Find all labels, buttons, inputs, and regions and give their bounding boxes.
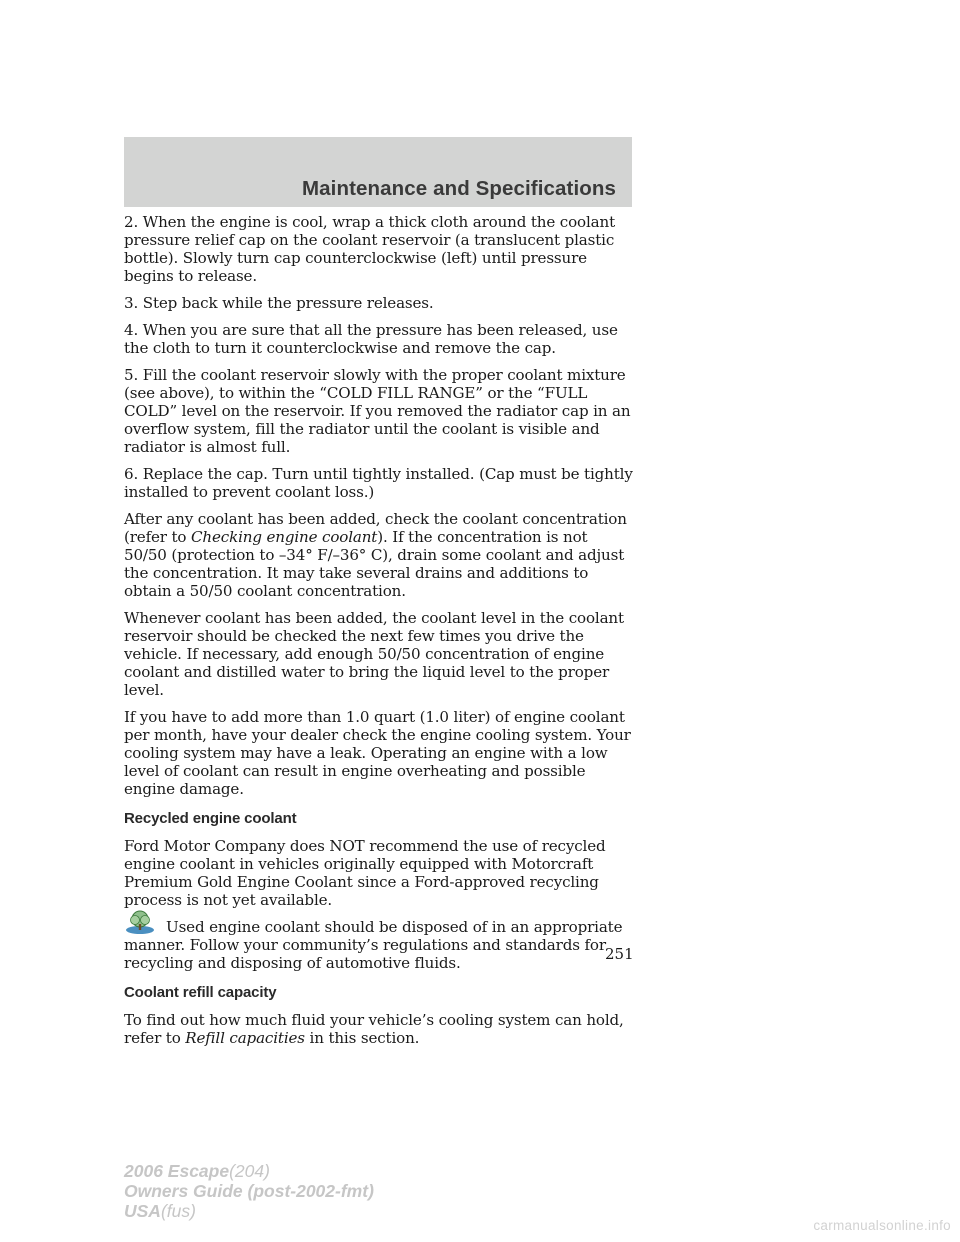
environment-notice — [124, 918, 634, 972]
page-number: 251 — [605, 945, 634, 963]
leak-warning-paragraph: If you have to add more than 1.0 quart (1.0 liter) of engine coolant per month, have your dealer check the engine cooling system. Your cooling system may have a leak. Operating an engine with a low level of coolant can result in engine overheating and possible engine damage. — [124, 708, 631, 798]
recycled-coolant-body: Ford Motor Company does NOT recommend the use of recycled engine coolant in vehicles originally equipped with Motorcraft Premium Gold Engine Coolant since a Ford-approved recycling process is not yet available. — [124, 837, 606, 909]
footer-line-3 — [124, 1201, 374, 1221]
refill-capacity-heading: Coolant refill capacity — [124, 984, 277, 1001]
watermark: carmanualsonline.info — [813, 1218, 951, 1233]
tree-icon — [124, 909, 156, 935]
refill-capacity-text-b: in this section. — [309, 1029, 420, 1047]
page-content — [124, 213, 634, 1056]
step-2-paragraph: 2. When the engine is cool, wrap a thick cloth around the coolant pressure relief cap on the coolant reservoir (a translucent plastic bottle). Slowly turn cap counterclockwise (left) until pressure begins to release. — [124, 213, 615, 285]
section-title: Maintenance and Specifications — [302, 177, 616, 200]
footer-model: 2006 Escape — [124, 1161, 230, 1181]
recycled-coolant-heading: Recycled engine coolant — [124, 810, 297, 827]
step-4-paragraph: 4. When you are sure that all the pressure has been released, use the cloth to turn it counterclockwise and remove the cap. — [124, 321, 618, 357]
concentration-text-b: ). If the concentration is not 50/50 (protection to –34° F/–36° C), drain some coolant and adjust the concentration. It may take several drains and additions to obtain a 50/50 coolant concentration. — [124, 528, 625, 600]
coolant-check-paragraph: Whenever coolant has been added, the coolant level in the coolant reservoir should be checked the next few times you drive the vehicle. If necessary, add enough 50/50 concentration of engine coolant and distilled water to bring the liquid level to the proper level. — [124, 609, 624, 699]
footer-market-code: (fus) — [160, 1201, 196, 1221]
environment-notice-text: Used engine coolant should be disposed of in an appropriate manner. Follow your community’s regulations and standards for recycling and disposing of automotive fluids. — [124, 918, 623, 972]
header-band — [124, 137, 632, 207]
step-5-paragraph: 5. Fill the coolant reservoir slowly with the proper coolant mixture (see above), to within the “COLD FILL RANGE” or the “FULL COLD” level on the reservoir. If you removed the radiator cap in an overflow system, fill the radiator until the coolant is visible and radiator is almost full. — [124, 366, 631, 456]
refill-capacities-reference: Refill capacities — [185, 1029, 305, 1047]
refill-capacity-body — [124, 1011, 634, 1047]
footer-line-1 — [124, 1161, 374, 1181]
footer-line-2: Owners Guide (post-2002-fmt) — [124, 1181, 374, 1201]
step-3-paragraph: 3. Step back while the pressure releases. — [124, 294, 434, 312]
footer-model-code: (204) — [229, 1161, 270, 1181]
concentration-paragraph — [124, 510, 634, 600]
refill-capacity-text-a: To find out how much fluid your vehicle’s cooling system can hold, refer to — [124, 1011, 624, 1047]
footer-market: USA — [124, 1201, 161, 1221]
checking-engine-coolant-reference: Checking engine coolant — [191, 528, 378, 546]
step-6-paragraph: 6. Replace the cap. Turn until tightly installed. (Cap must be tightly installed to prevent coolant loss.) — [124, 465, 633, 501]
concentration-text-a: After any coolant has been added, check the coolant concentration (refer to — [124, 510, 627, 546]
document-footer — [124, 1161, 374, 1221]
